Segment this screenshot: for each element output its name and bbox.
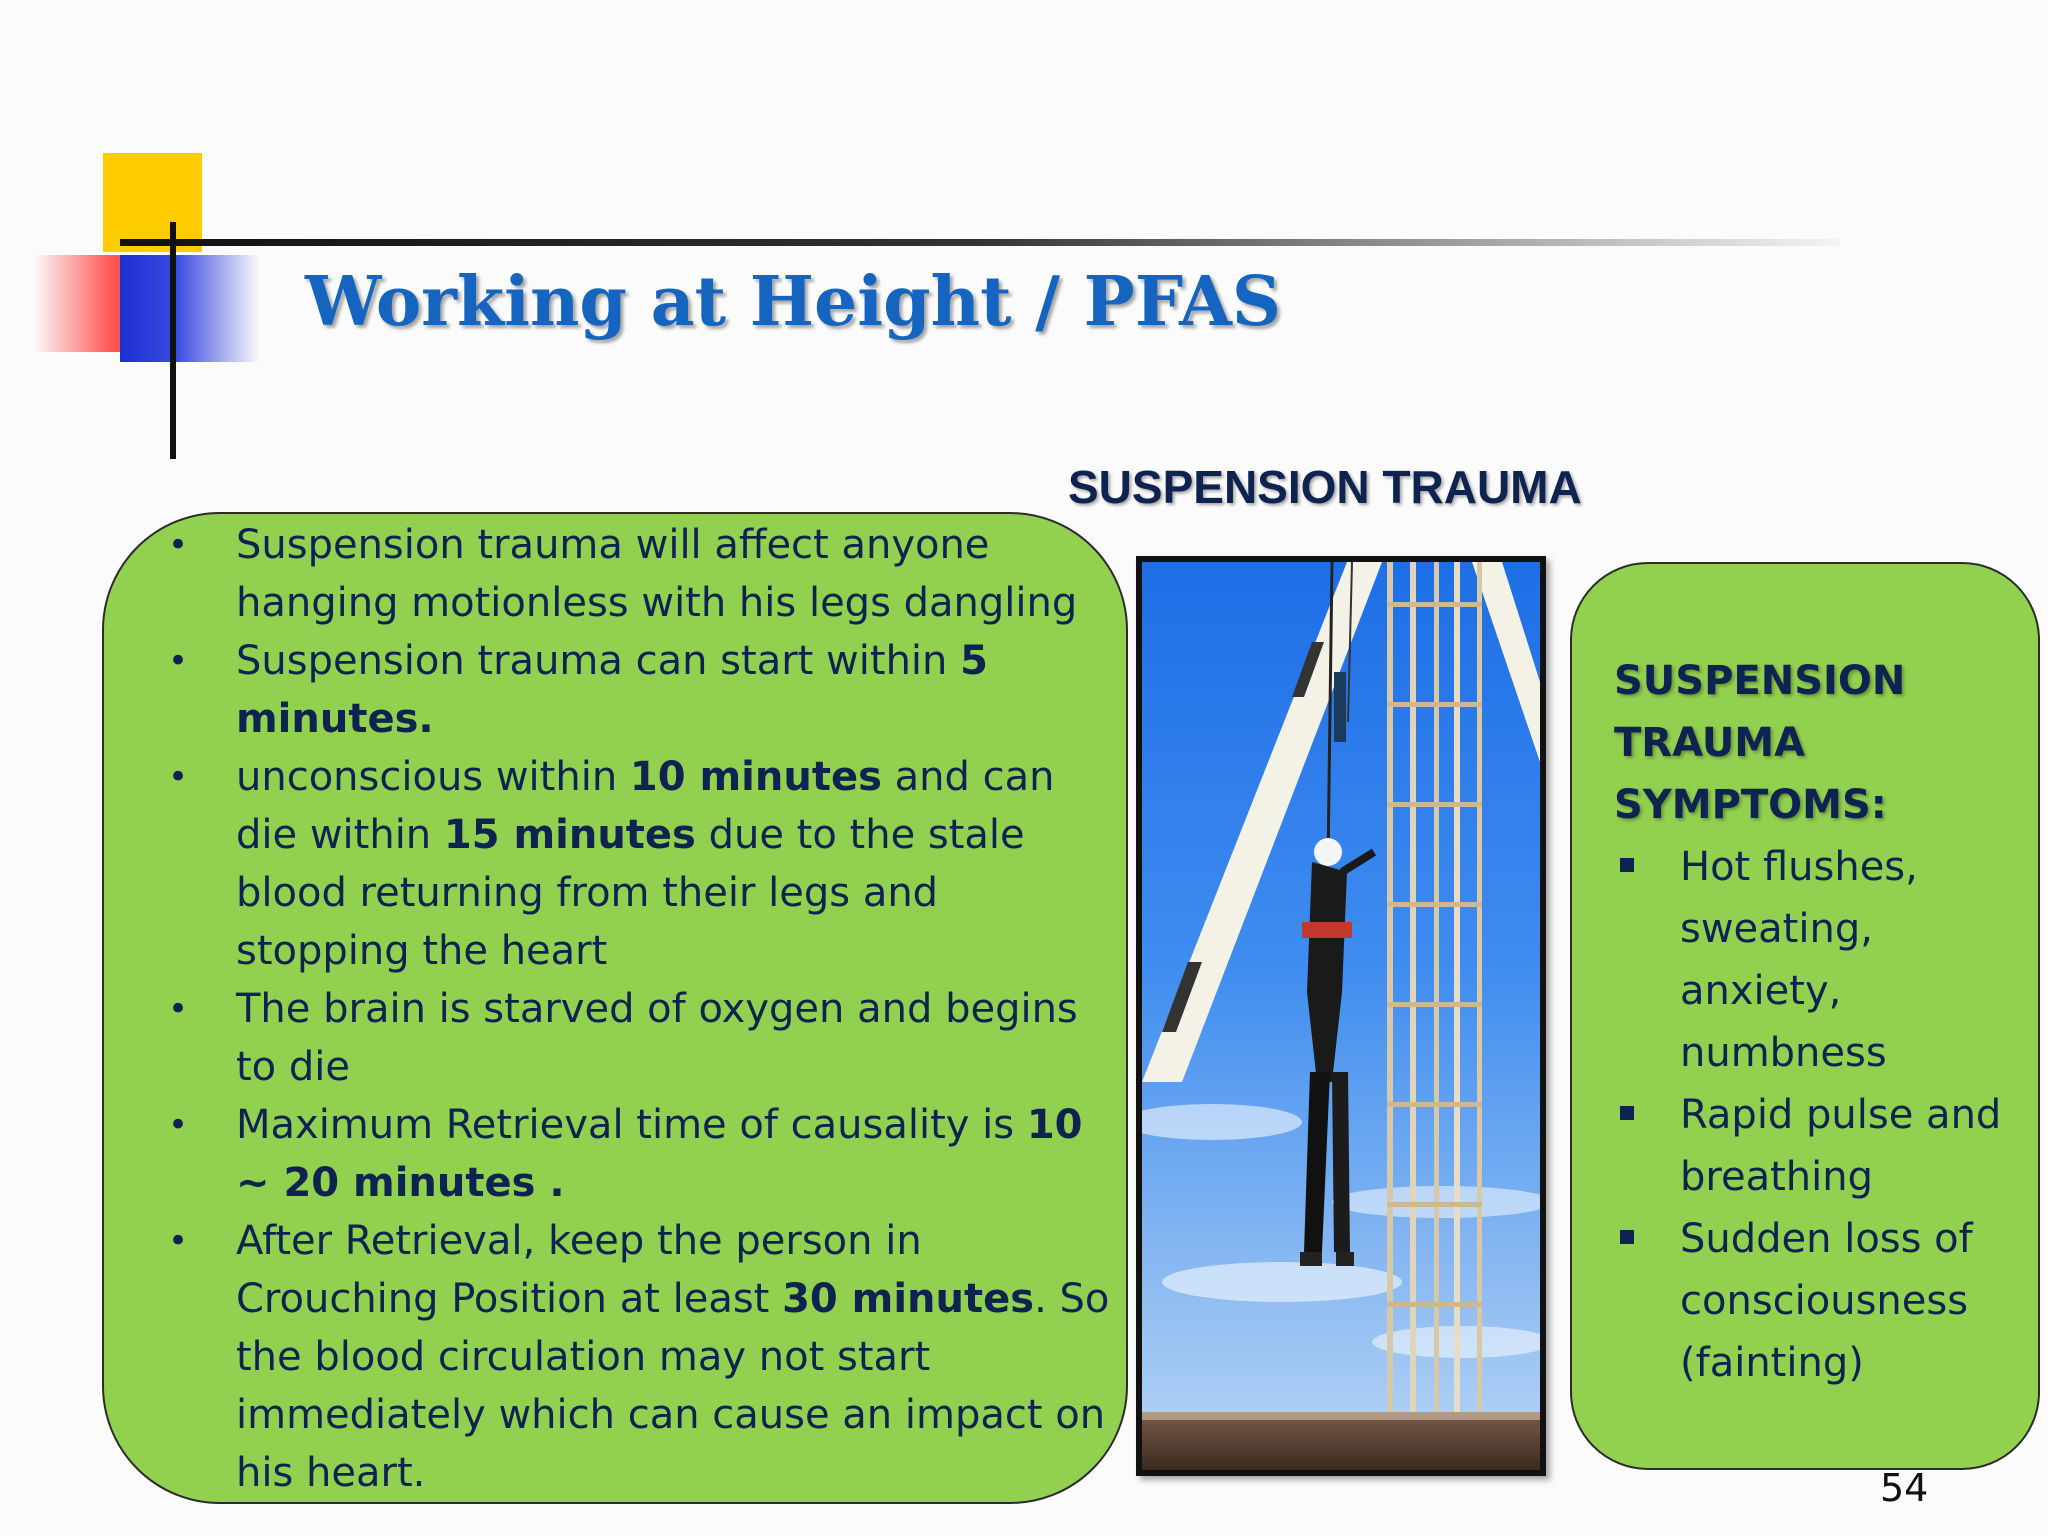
symptoms-content	[1614, 650, 2034, 1394]
fact-bullet-item	[160, 632, 1120, 748]
fact-bullet-item	[160, 748, 1120, 980]
fact-text: After Retrieval, keep the person in Crouching Position at least	[236, 1218, 922, 1322]
fact-emphasis: 10 ~ 20 minutes .	[236, 1102, 1083, 1206]
page-number: 54	[1880, 1466, 1929, 1510]
decorative-horizontal-rule	[120, 239, 1840, 246]
fact-bullet-item	[160, 516, 1120, 632]
fact-emphasis: 30 minutes	[782, 1276, 1035, 1322]
suspension-trauma-facts-list	[160, 516, 1120, 1502]
suspended-worker-photo	[1136, 556, 1546, 1476]
symptom-item: Rapid pulse and breathing	[1614, 1084, 2034, 1208]
fact-bullet-item	[160, 1096, 1120, 1212]
fact-text: unconscious within	[236, 754, 630, 800]
fact-text: Suspension trauma will affect anyone hanging motionless with his legs dangling	[236, 522, 1078, 626]
section-heading: SUSPENSION TRAUMA	[1068, 461, 1582, 513]
fact-emphasis: 5 minutes.	[236, 638, 988, 742]
fact-bullet-item	[160, 1212, 1120, 1502]
symptoms-list	[1614, 836, 2034, 1394]
symptoms-heading	[1614, 650, 2034, 836]
decorative-vertical-rule	[170, 222, 176, 459]
symptoms-heading-line: SYMPTOMS:	[1614, 782, 1887, 828]
fact-emphasis: 10 minutes	[629, 754, 882, 800]
symptom-item: Sudden loss of consciousness (fainting)	[1614, 1208, 2034, 1394]
fact-text: The brain is starved of oxygen and begins to die	[236, 986, 1078, 1090]
symptoms-heading-line: SUSPENSION	[1614, 658, 1906, 704]
fact-bullet-item	[160, 980, 1120, 1096]
fact-text: and can die within	[236, 754, 1055, 858]
fact-text: Maximum Retrieval time of causality is	[236, 1102, 1027, 1148]
decorative-blue-gradient	[120, 255, 260, 362]
symptoms-heading-line: TRAUMA	[1614, 720, 1806, 766]
fact-text: due to the stale blood returning from their legs and stopping the heart	[236, 812, 1025, 974]
fact-emphasis: 15 minutes	[443, 812, 696, 858]
fact-text: . So the blood circulation may not start immediately which can cause an impact on his heart.	[236, 1276, 1110, 1496]
slide-title: Working at Height / PFAS	[305, 262, 1281, 342]
symptom-item: Hot flushes, sweating, anxiety, numbness	[1614, 836, 2034, 1084]
fact-text: Suspension trauma can start within	[236, 638, 961, 684]
suspended-worker-illustration	[1142, 562, 1540, 1470]
decorative-yellow-square	[103, 153, 202, 252]
